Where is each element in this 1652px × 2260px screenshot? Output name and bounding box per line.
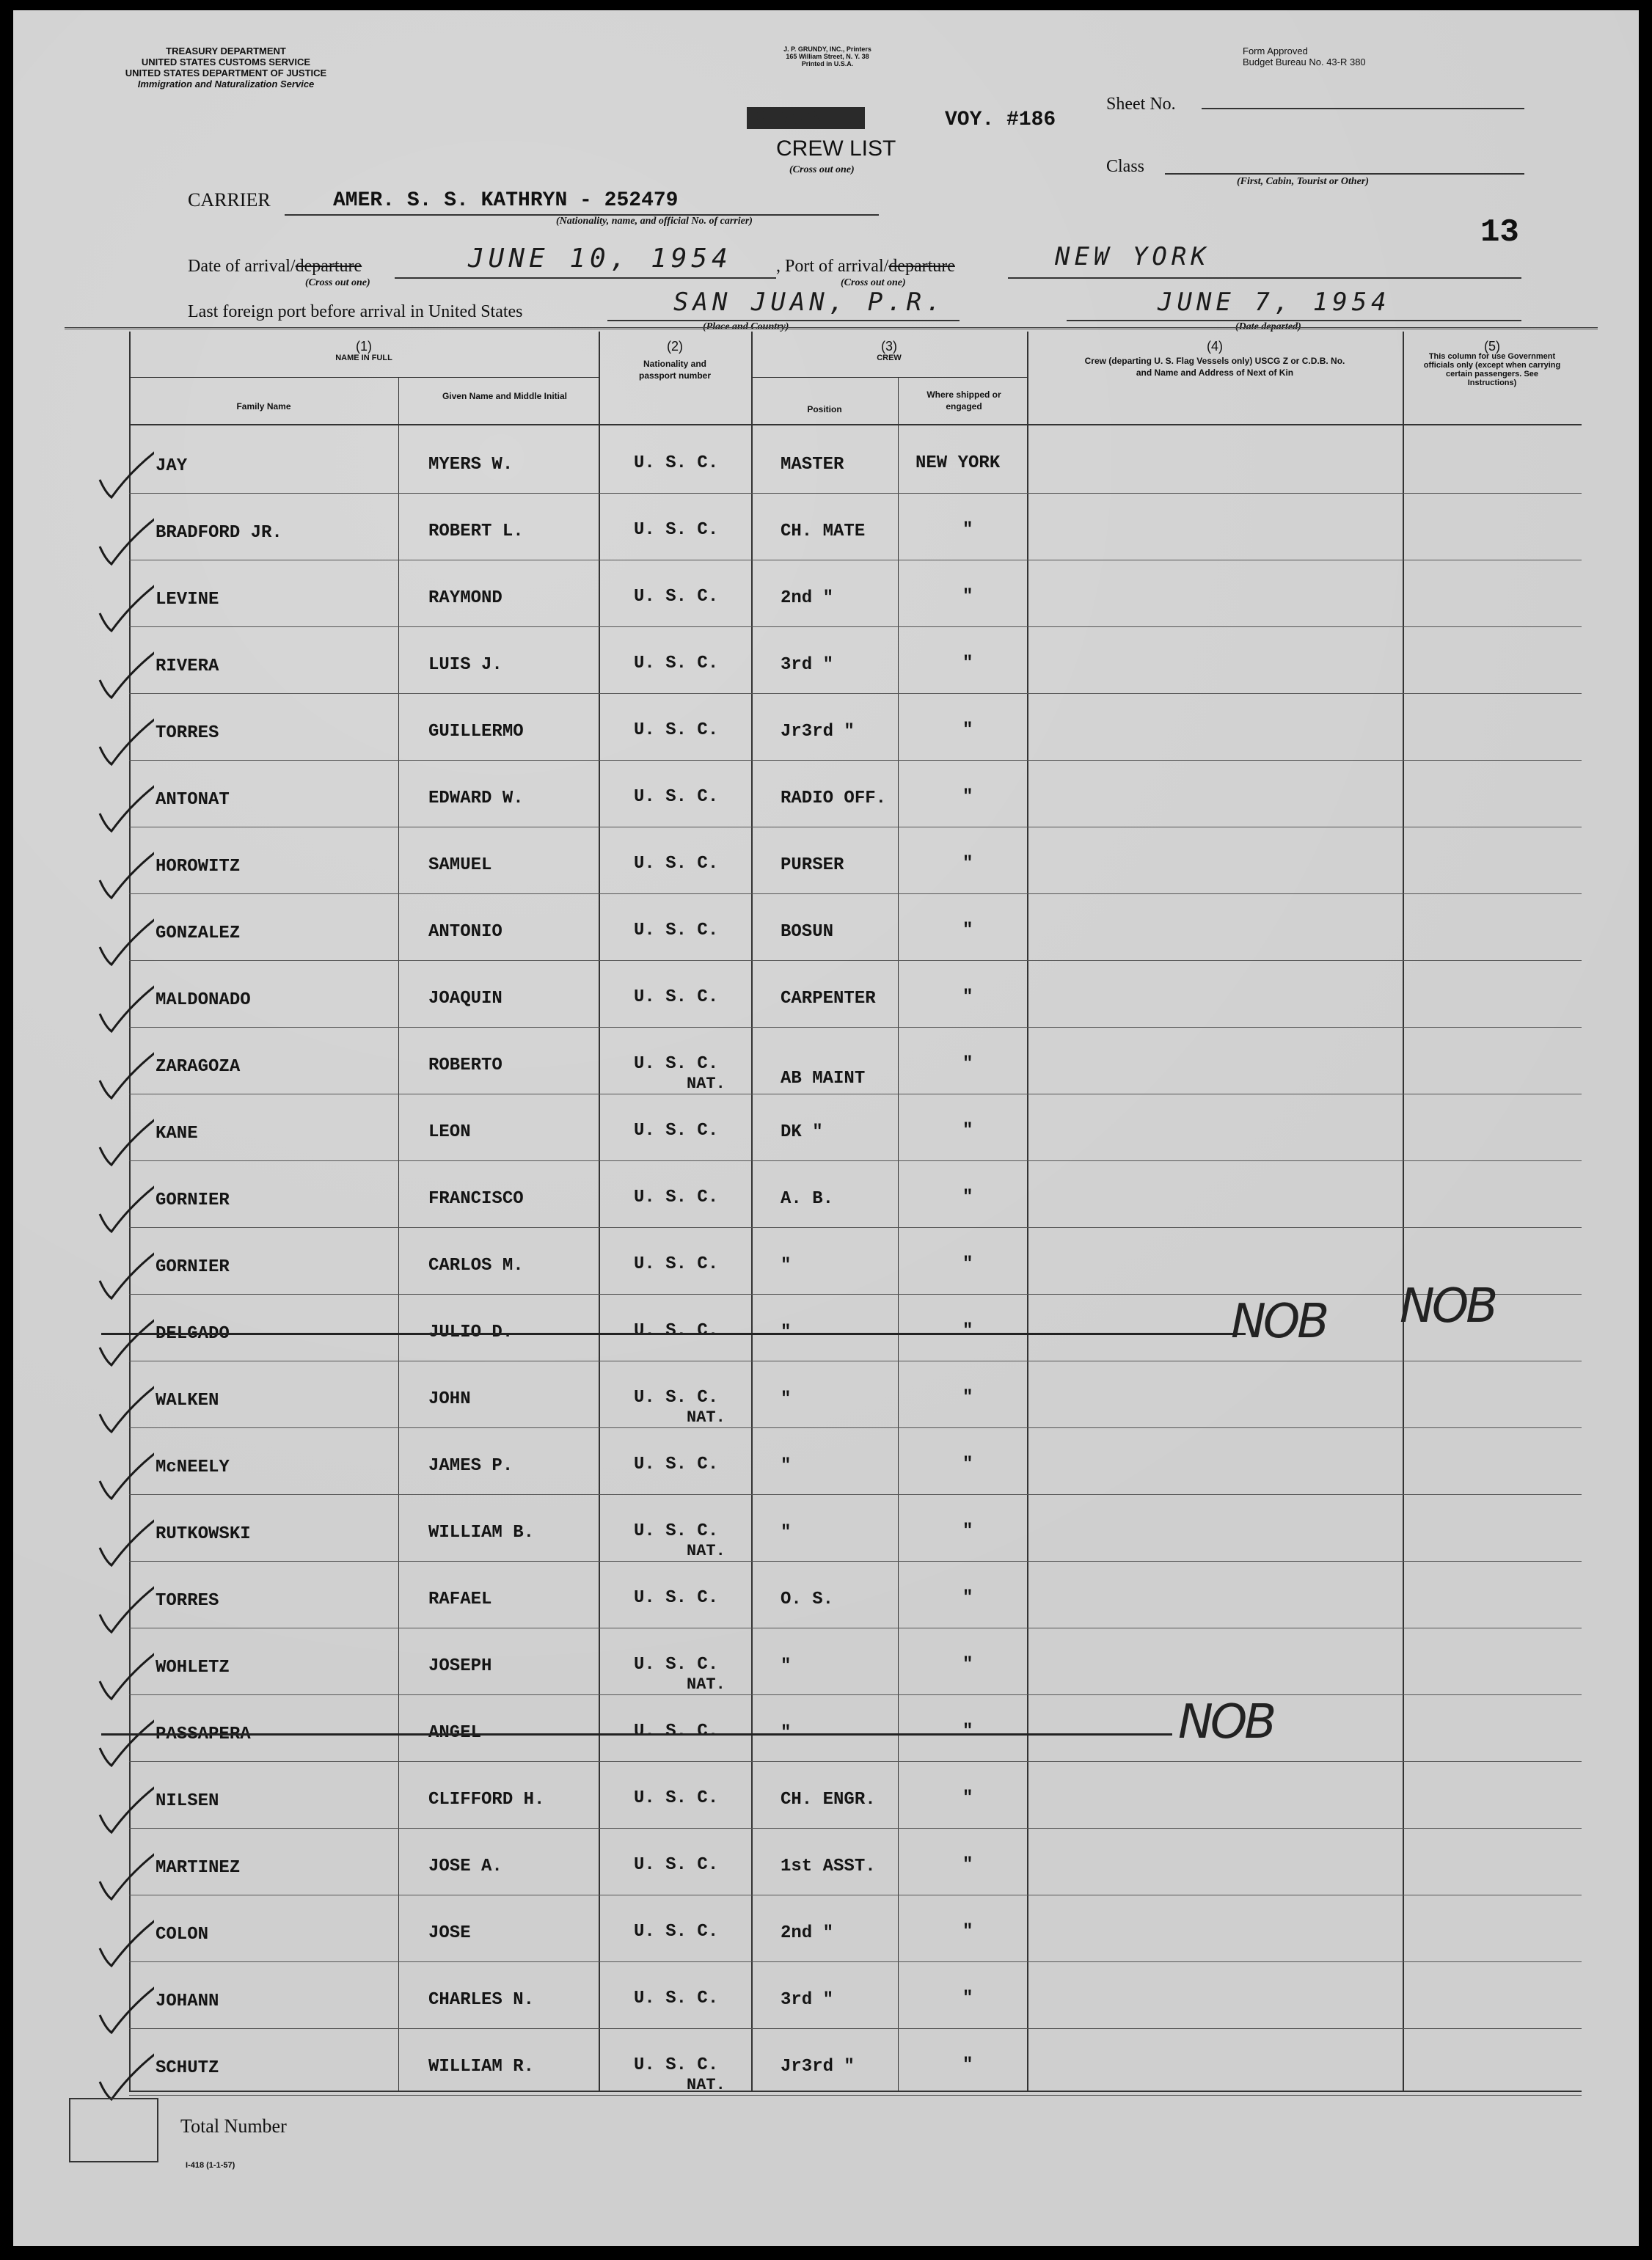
col3b-header: Where shipped or engaged	[926, 390, 1001, 412]
family-name: SCHUTZ	[156, 2058, 219, 2078]
shipped-from: "	[962, 2055, 973, 2075]
given-name: JOAQUIN	[428, 989, 502, 1009]
shipped-from: "	[962, 921, 973, 940]
check-mark-icon	[95, 1517, 154, 1568]
position: A. B.	[781, 1189, 834, 1209]
shipped-from: "	[962, 1388, 973, 1408]
table-row	[13, 1762, 1639, 1829]
shipped-from: "	[962, 1254, 973, 1274]
nationality: U. S. C.	[634, 1922, 719, 1942]
table-row	[13, 427, 1639, 494]
table-row	[13, 1228, 1639, 1295]
position: "	[781, 1323, 792, 1342]
col4-title: Crew (departing U. S. Flag Vessels only) USCG Z or C.D.B. No. and Name and Address of Next of Kin	[1084, 356, 1345, 378]
carrier-value: AMER. S. S. KATHRYN - 252479	[333, 189, 679, 212]
arrival-date-value: JUNE 10, 1954	[468, 244, 732, 274]
nationality: U. S. C.	[634, 1321, 719, 1341]
family-name: TORRES	[156, 723, 219, 743]
family-name: GONZALEZ	[156, 924, 241, 943]
nationality: U. S. C.	[634, 1521, 719, 1541]
col1b-header: Given Name and Middle Initial	[442, 391, 568, 401]
nationality: U. S. C.	[634, 453, 719, 473]
last-port-value: SAN JUAN, P.R.	[673, 288, 946, 317]
given-name: LEON	[428, 1122, 471, 1142]
col5-header	[1403, 340, 1582, 387]
position: 2nd "	[781, 1923, 834, 1943]
position: MASTER	[781, 455, 844, 475]
family-name: ANTONAT	[156, 790, 230, 810]
check-mark-icon	[95, 1317, 154, 1368]
port-value: NEW YORK	[1055, 242, 1210, 271]
family-name: GORNIER	[156, 1257, 230, 1277]
place-hint: (Place and Country)	[703, 321, 789, 332]
position: "	[781, 1523, 792, 1543]
col2-header	[599, 340, 751, 381]
table-row	[13, 1295, 1639, 1361]
approval-line: Budget Bureau No. 43-R 380	[1243, 56, 1366, 67]
nationality: U. S. C.	[634, 1188, 719, 1207]
nationality: U. S. C.	[634, 1455, 719, 1474]
check-mark-icon	[95, 1917, 154, 1969]
naturalized-mark: NAT.	[687, 2076, 726, 2094]
crew-list-form	[13, 10, 1639, 2246]
check-mark-icon	[95, 1851, 154, 1902]
table-row	[13, 1695, 1639, 1762]
check-mark-icon	[95, 2051, 154, 2102]
check-mark-icon	[95, 1717, 154, 1769]
position: BOSUN	[781, 922, 834, 942]
naturalized-mark: NAT.	[687, 1075, 726, 1093]
given-name: GUILLERMO	[428, 722, 524, 742]
arrival-word: Date of arrival/	[188, 257, 296, 276]
check-mark-icon	[95, 1383, 154, 1435]
agency-line: Immigration and Naturalization Service	[137, 78, 315, 89]
port-label	[776, 257, 955, 277]
port-line	[1008, 277, 1521, 279]
position: CH. ENGR.	[781, 1790, 876, 1810]
given-name: MYERS W.	[428, 455, 513, 475]
position: AB MAINT	[781, 1069, 866, 1089]
shipped-from: "	[962, 1655, 973, 1675]
position: "	[781, 1656, 792, 1676]
departure-word: departure	[295, 257, 362, 276]
table-row	[13, 694, 1639, 761]
form-title: CREW LIST	[776, 136, 896, 161]
col5-number: (5)	[1484, 339, 1500, 354]
printer-line: J. P. GRUNDY, INC., Printers	[783, 45, 871, 53]
family-name: MALDONADO	[156, 990, 251, 1010]
nob-mark-second: NOB	[1400, 1279, 1496, 1334]
given-name: JAMES P.	[428, 1456, 513, 1476]
shipped-from: "	[962, 1989, 973, 2008]
check-mark-icon	[95, 783, 154, 834]
sheet-no-label: Sheet No.	[1106, 95, 1176, 114]
agency-line: TREASURY DEPARTMENT	[166, 45, 286, 56]
table-row	[13, 1094, 1639, 1161]
table-top-border	[65, 327, 1598, 329]
nationality: U. S. C.	[634, 587, 719, 607]
table-row	[13, 2029, 1639, 2096]
shipped-from: "	[962, 1455, 973, 1474]
given-name: JOSE A.	[428, 1857, 502, 1876]
given-name: FRANCISCO	[428, 1189, 524, 1209]
shipped-from: NEW YORK	[915, 453, 1001, 473]
carrier-hint: (Nationality, name, and official No. of carrier)	[556, 216, 753, 227]
shipped-from: "	[962, 787, 973, 807]
check-mark-icon	[95, 916, 154, 968]
check-mark-icon	[95, 1784, 154, 1835]
list-type-crossed	[747, 107, 865, 130]
nationality: U. S. C.	[634, 921, 719, 940]
strike-through-line	[101, 1733, 1172, 1736]
family-name: McNEELY	[156, 1458, 230, 1477]
shipped-from: "	[962, 1722, 973, 1741]
given-name: JOSEPH	[428, 1656, 492, 1676]
shipped-from: "	[962, 1922, 973, 1942]
given-name: WILLIAM R.	[428, 2057, 535, 2077]
check-mark-icon	[95, 449, 154, 500]
given-name: CARLOS M.	[428, 1256, 524, 1276]
nationality: U. S. C.	[634, 1855, 719, 1875]
shipped-from: "	[962, 1188, 973, 1207]
shipped-from: "	[962, 1521, 973, 1541]
position: CARPENTER	[781, 989, 876, 1009]
naturalized-mark: NAT.	[687, 1408, 726, 1427]
header-bottom-border	[129, 424, 1582, 425]
approval-block	[1243, 45, 1366, 67]
header-sub-border-crew	[751, 377, 1027, 378]
check-mark-icon	[95, 849, 154, 901]
family-name: LEVINE	[156, 590, 219, 610]
sheet-no-line	[1202, 108, 1524, 109]
col5-title: This column for use Government officials only (except when carrying certain passengers. See Instructions)	[1423, 352, 1561, 387]
position: "	[781, 1456, 792, 1476]
nationality: U. S. C.	[634, 1588, 719, 1608]
given-name: LUIS J.	[428, 655, 502, 675]
col4-header	[1027, 340, 1403, 379]
family-name: JOHANN	[156, 1992, 219, 2011]
col1-header	[129, 340, 599, 364]
given-name: ROBERTO	[428, 1056, 502, 1075]
nationality: U. S. C.	[634, 1655, 719, 1675]
family-name: NILSEN	[156, 1791, 219, 1811]
nationality: U. S. C.	[634, 1388, 719, 1408]
nationality: U. S. C.	[634, 1722, 719, 1741]
last-port-label: Last foreign port before arrival in United States	[188, 302, 523, 321]
given-name: JOSE	[428, 1923, 471, 1943]
position: DK "	[781, 1122, 823, 1142]
strike-through-line	[101, 1333, 1246, 1335]
check-mark-icon	[95, 649, 154, 701]
position: Jr3rd "	[781, 2057, 855, 2077]
nationality: U. S. C.	[634, 654, 719, 673]
total-number-box	[69, 2098, 158, 2162]
voyage-number: VOY. #186	[945, 109, 1056, 131]
nob-mark: NOB	[1178, 1695, 1274, 1749]
agency-line: UNITED STATES DEPARTMENT OF JUSTICE	[125, 67, 327, 78]
agency-line: UNITED STATES CUSTOMS SERVICE	[141, 56, 311, 67]
total-number-label: Total Number	[180, 2115, 287, 2137]
date-departed-value: JUNE 7, 1954	[1158, 288, 1391, 317]
given-name: ROBERT L.	[428, 522, 524, 541]
printer-block	[747, 45, 908, 67]
check-mark-icon	[95, 516, 154, 567]
approval-line: Form Approved	[1243, 45, 1308, 56]
check-mark-icon	[95, 1116, 154, 1168]
col1a-header: Family Name	[236, 401, 291, 412]
nationality: U. S. C.	[634, 520, 719, 540]
position: "	[781, 1389, 792, 1409]
family-name: HOROWITZ	[156, 857, 241, 877]
check-mark-icon	[95, 1050, 154, 1101]
nationality: U. S. C.	[634, 1254, 719, 1274]
table-row	[13, 1562, 1639, 1628]
class-line	[1165, 173, 1524, 175]
check-mark-icon	[95, 582, 154, 634]
table-row	[13, 1895, 1639, 1962]
shipped-from: "	[962, 520, 973, 540]
nationality: U. S. C.	[634, 2055, 719, 2075]
family-name: KANE	[156, 1124, 198, 1144]
position: 1st ASST.	[781, 1857, 876, 1876]
table-row	[13, 761, 1639, 827]
shipped-from: "	[962, 587, 973, 607]
position: CH. MATE	[781, 522, 866, 541]
col3-header	[751, 340, 1027, 364]
cross-out-hint: (Cross out one)	[789, 164, 855, 175]
family-name: RIVERA	[156, 657, 219, 676]
row-divider	[129, 2095, 1582, 2096]
position: "	[781, 1723, 792, 1743]
family-name: GORNIER	[156, 1191, 230, 1210]
check-mark-icon	[95, 1584, 154, 1635]
list-type-text: PASSENGER	[747, 107, 866, 129]
table-row	[13, 1028, 1639, 1094]
family-name: MARTINEZ	[156, 1858, 241, 1878]
naturalized-mark: NAT.	[687, 1542, 726, 1560]
given-name: JOHN	[428, 1389, 471, 1409]
col3-number: (3)	[881, 339, 897, 354]
given-name: CLIFFORD H.	[428, 1790, 545, 1810]
col1-title: NAME IN FULL	[335, 354, 392, 362]
col1-number: (1)	[356, 339, 372, 354]
position: 3rd "	[781, 655, 834, 675]
nationality: U. S. C.	[634, 787, 719, 807]
header-sub-border	[129, 377, 599, 378]
position: Jr3rd "	[781, 722, 855, 742]
shipped-from: "	[962, 654, 973, 673]
shipped-from: "	[962, 1121, 973, 1141]
family-name: COLON	[156, 1925, 209, 1945]
form-number: I-418 (1-1-57)	[186, 2161, 235, 2170]
nationality: U. S. C.	[634, 854, 719, 874]
table-row	[13, 1962, 1639, 2029]
given-name: EDWARD W.	[428, 789, 524, 808]
given-name: ANTONIO	[428, 922, 502, 942]
col4-number: (4)	[1207, 339, 1223, 354]
family-name: PASSAPERA	[156, 1725, 251, 1744]
shipped-from: "	[962, 1321, 973, 1341]
port-hint: (Cross out one)	[841, 277, 906, 288]
table-row	[13, 627, 1639, 694]
family-name: BRADFORD JR.	[156, 523, 282, 543]
position: PURSER	[781, 855, 844, 875]
table-row	[13, 827, 1639, 894]
check-mark-icon	[95, 1450, 154, 1502]
given-name: CHARLES N.	[428, 1990, 535, 2010]
family-name: TORRES	[156, 1591, 219, 1611]
family-name: DELGADO	[156, 1324, 230, 1344]
position: 2nd "	[781, 588, 834, 608]
given-name: JULIO D.	[428, 1323, 513, 1342]
position: 3rd "	[781, 1990, 834, 2010]
given-name: WILLIAM B.	[428, 1523, 535, 1543]
table-row	[13, 1361, 1639, 1428]
nationality: U. S. C.	[634, 1989, 719, 2008]
date-line	[395, 277, 776, 279]
position: "	[781, 1256, 792, 1276]
port-arrival-word: , Port of arrival/	[776, 257, 889, 276]
table-row	[13, 494, 1639, 560]
check-mark-icon	[95, 1650, 154, 1702]
date-label	[188, 257, 362, 277]
given-name: ANGEL	[428, 1723, 482, 1743]
table-row	[13, 1161, 1639, 1228]
table-row	[13, 1428, 1639, 1495]
table-row	[13, 1628, 1639, 1695]
col2-number: (2)	[667, 339, 683, 354]
table-row	[13, 560, 1639, 627]
shipped-from: "	[962, 854, 973, 874]
check-mark-icon	[95, 983, 154, 1034]
table-row	[13, 1829, 1639, 1895]
check-mark-icon	[95, 1250, 154, 1301]
nationality: U. S. C.	[634, 1788, 719, 1808]
nationality: U. S. C.	[634, 720, 719, 740]
col2-title: Nationality and passport number	[638, 359, 711, 381]
check-mark-icon	[95, 716, 154, 767]
nationality: U. S. C.	[634, 1054, 719, 1074]
given-name: SAMUEL	[428, 855, 492, 875]
agency-block	[72, 45, 380, 89]
table-row	[13, 1495, 1639, 1562]
shipped-from: "	[962, 1788, 973, 1808]
table-row	[13, 894, 1639, 961]
col3-title: CREW	[877, 354, 902, 362]
nob-mark: NOB	[1231, 1295, 1327, 1349]
class-label: Class	[1106, 157, 1145, 176]
naturalized-mark: NAT.	[687, 1675, 726, 1694]
shipped-from: "	[962, 720, 973, 740]
date-hint: (Cross out one)	[305, 277, 370, 288]
shipped-from: "	[962, 1054, 973, 1074]
family-name: ZARAGOZA	[156, 1057, 241, 1077]
check-mark-icon	[95, 1984, 154, 2036]
family-name: WALKEN	[156, 1391, 219, 1411]
shipped-from: "	[962, 1588, 973, 1608]
nationality: U. S. C.	[634, 987, 719, 1007]
printer-line: 165 William Street, N. Y. 38	[786, 53, 869, 60]
given-name: RAFAEL	[428, 1590, 492, 1609]
sheet-number: 13	[1480, 214, 1519, 251]
table-row	[13, 961, 1639, 1028]
class-hint: (First, Cabin, Tourist or Other)	[1237, 176, 1369, 187]
shipped-from: "	[962, 987, 973, 1007]
family-name: RUTKOWSKI	[156, 1524, 251, 1544]
col3a-header: Position	[807, 404, 842, 414]
nationality: U. S. C.	[634, 1121, 719, 1141]
printer-line: Printed in U.S.A.	[801, 60, 854, 67]
date-departed-hint: (Date departed)	[1235, 321, 1301, 332]
family-name: WOHLETZ	[156, 1658, 230, 1678]
check-mark-icon	[95, 1183, 154, 1235]
position: O. S.	[781, 1590, 834, 1609]
family-name: JAY	[156, 456, 188, 476]
given-name: RAYMOND	[428, 588, 502, 608]
port-departure-word: departure	[888, 257, 955, 276]
shipped-from: "	[962, 1855, 973, 1875]
position: RADIO OFF.	[781, 789, 887, 808]
carrier-label: CARRIER	[188, 189, 271, 211]
